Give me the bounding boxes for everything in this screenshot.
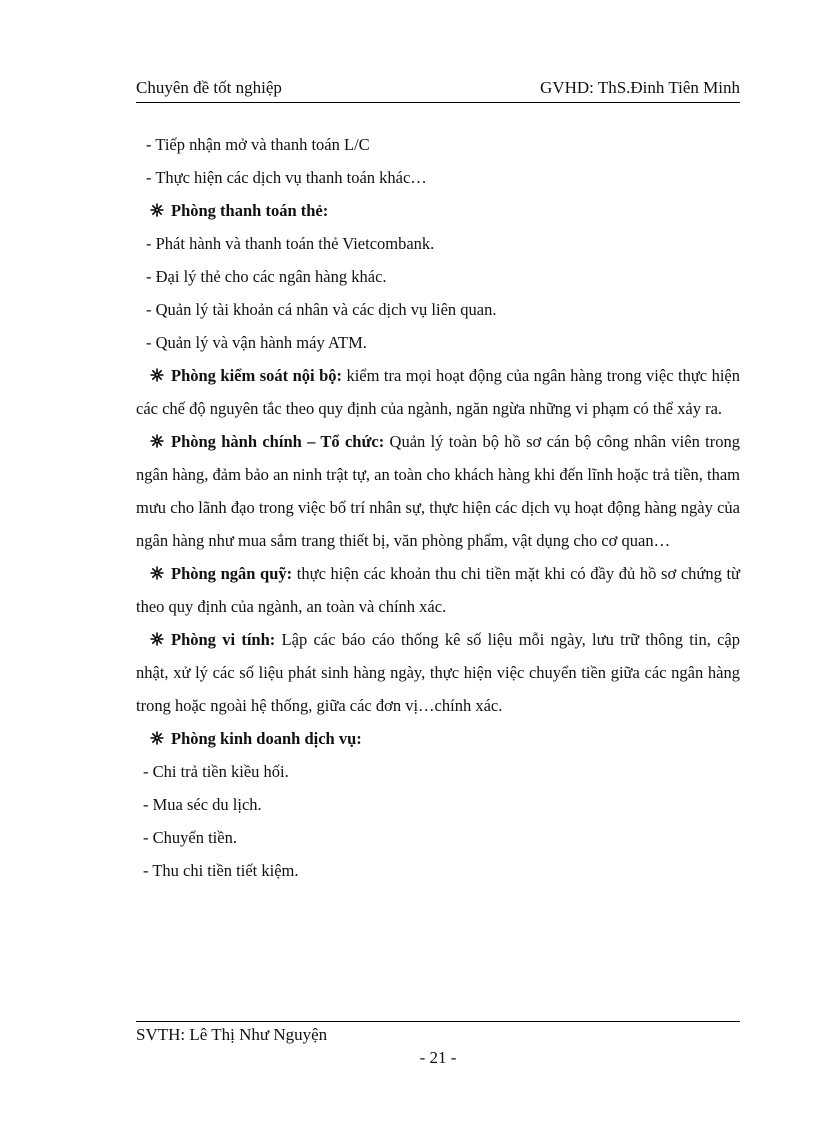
section-title: Phòng kiểm soát nội bộ: bbox=[171, 366, 342, 385]
header-title: Chuyên đề tốt nghiệp bbox=[136, 78, 282, 97]
list-item: - Đại lý thẻ cho các ngân hàng khác. bbox=[146, 267, 387, 286]
list-item: - Quản lý và vận hành máy ATM. bbox=[146, 333, 367, 352]
footer-author: SVTH: Lê Thị Như Nguyện bbox=[136, 1025, 328, 1044]
list-item: - Thực hiện các dịch vụ thanh toán khác… bbox=[146, 168, 427, 187]
snowflake-bullet-icon bbox=[150, 368, 164, 382]
section-business-services bbox=[136, 722, 740, 755]
section-text: thực hiện các khoản thu chi tiền mặt khi có đầy đủ hồ sơ chứng từ theo quy định của ngành, an toàn và chính xác. bbox=[136, 564, 740, 616]
section-title: Phòng kinh doanh dịch vụ: bbox=[171, 729, 362, 748]
section-treasury bbox=[136, 557, 740, 623]
snowflake-bullet-icon bbox=[150, 566, 164, 580]
snowflake-bullet-icon bbox=[150, 632, 164, 646]
header-advisor: GVHD: ThS.Đinh Tiên Minh bbox=[540, 78, 740, 97]
page-header bbox=[136, 78, 740, 103]
list-item: - Quản lý tài khoản cá nhân và các dịch vụ liên quan. bbox=[146, 300, 497, 319]
section-administration bbox=[136, 425, 740, 557]
list-item: - Chuyển tiền. bbox=[143, 828, 237, 847]
section-title: Phòng vi tính: bbox=[171, 630, 276, 649]
list-item: - Thu chi tiền tiết kiệm. bbox=[143, 861, 299, 880]
section-title: Phòng hành chính – Tổ chức: bbox=[171, 432, 385, 451]
section-card-payment bbox=[136, 194, 740, 227]
section-it bbox=[136, 623, 740, 722]
list-item: - Phát hành và thanh toán thẻ Vietcombank. bbox=[146, 234, 435, 253]
list-item: - Mua séc du lịch. bbox=[143, 795, 262, 814]
section-text: Lập các báo cáo thống kê số liệu mỗi ngày, lưu trữ thông tin, cập nhật, xử lý các số liệu phát sinh hàng ngày, thực hiện việc chuyển tiền giữa các ngân hàng trong hoặc ngoài hệ thống, giữa các đơn vị…chính xác. bbox=[136, 630, 740, 715]
list-item: - Chi trả tiền kiều hối. bbox=[143, 762, 289, 781]
snowflake-bullet-icon bbox=[150, 203, 164, 217]
list-item: - Tiếp nhận mở và thanh toán L/C bbox=[146, 135, 370, 154]
section-text: Quản lý toàn bộ hồ sơ cán bộ công nhân viên trong ngân hàng, đảm bảo an ninh trật tự, an toàn cho khách hàng khi đến lĩnh hoặc trả tiền, tham mưu cho lãnh đạo trong việc bố trí nhân sự, thực hiện các dịch vụ hoạt động hàng ngày của ngân hàng như mua sắm trang thiết bị, văn phòng phẩm, vật dụng cho cơ quan… bbox=[136, 432, 740, 550]
page-number: - 21 - bbox=[419, 1048, 457, 1067]
section-title: Phòng ngân quỹ: bbox=[171, 564, 293, 583]
footer-divider bbox=[136, 1021, 740, 1022]
section-title: Phòng thanh toán thẻ: bbox=[171, 201, 329, 220]
page-content bbox=[136, 128, 740, 887]
snowflake-bullet-icon bbox=[150, 434, 164, 448]
section-internal-audit bbox=[136, 359, 740, 425]
snowflake-bullet-icon bbox=[150, 731, 164, 745]
section-text: kiểm tra mọi hoạt động của ngân hàng trong việc thực hiện các chế độ nguyên tắc theo quy định của ngành, ngăn ngừa những vi phạm có thể xảy ra. bbox=[136, 366, 740, 418]
